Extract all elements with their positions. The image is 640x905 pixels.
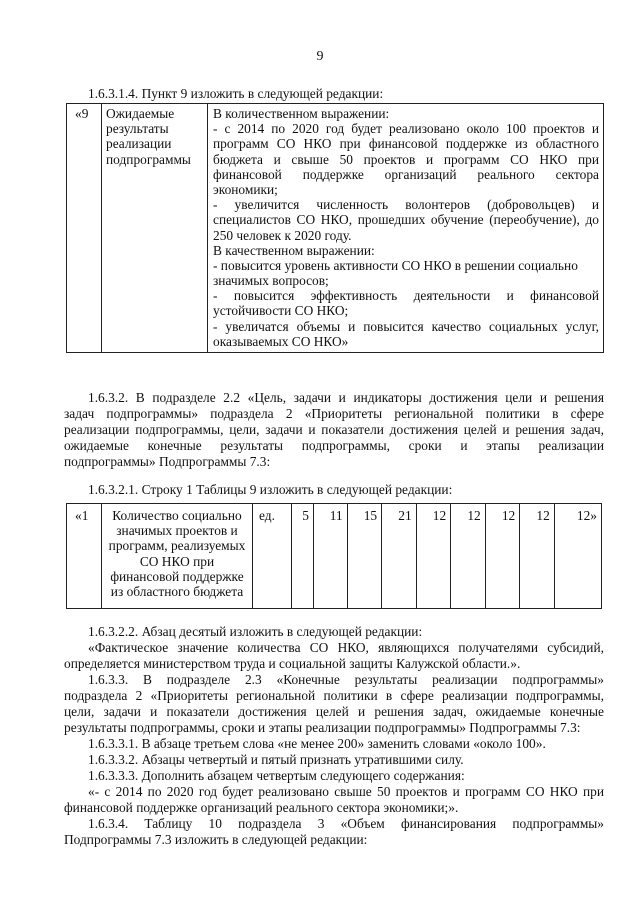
body-line: 1.6.3.3.3. Дополнить абзацем четвертым следующего содержания: — [88, 768, 465, 783]
indicator-value-cell: 12 — [485, 504, 520, 609]
body-line: 1.6.3.3.2. Абзацы четвертый и пятый признать утратившими силу. — [88, 752, 464, 767]
indicator-value-cell: 5 — [292, 504, 314, 609]
results-content-line: - повысится уровень активности СО НКО в решении социально — [213, 257, 578, 273]
indicator-value-cell: 15 — [347, 504, 382, 609]
paragraph-1632-line: подпрограммы» Подпрограммы 7.3: — [64, 454, 271, 469]
indicator-value-cell: 12» — [554, 504, 601, 609]
indicator-value-cell: 12 — [451, 504, 486, 609]
body-line: подраздела 2 «Приоритеты региональной политики в сфере реализации подпрограммы, — [64, 688, 604, 703]
indicator-name-line: СО НКО при — [139, 553, 215, 569]
body-line: результаты подпрограммы, сроки и этапы реализации подпрограммы» Подпрограммы 7.3: — [64, 720, 581, 735]
results-content-line: оказываемых СО НКО» — [213, 333, 349, 349]
results-name-line: Ожидаемые — [106, 106, 175, 121]
paragraph-1632-line: 1.6.3.2. В подразделе 2.2 «Цель, задачи и индикаторы достижения цели и решения — [88, 390, 604, 405]
indicator-name-line: из областного бюджета — [110, 583, 244, 599]
results-content-line: - увеличатся объемы и повысится качество социальных услуг, — [213, 318, 599, 334]
body-line: цели, задачи и показатели достижения целей и решения задач, ожидаемые конечные — [64, 704, 604, 719]
results-content-line: специалистов СО НКО, прошедших обучение (переобучение), до — [213, 212, 599, 228]
results-name-line: результаты — [106, 121, 169, 137]
indicator-name-line: программ, реализуемых — [108, 538, 246, 554]
body-line: 1.6.3.2.2. Абзац десятый изложить в следующей редакции: — [88, 624, 423, 639]
paragraph-1632-line: ожидаемые конечные результаты подпрограммы, сроки и этапы реализации — [64, 438, 604, 453]
indicator-table — [66, 503, 602, 609]
paragraph-1632-line: реализации подпрограммы, цели, задачи и показатели достижения целей и решения задач, — [64, 422, 604, 437]
body-line: «- с 2014 по 2020 год будет реализовано свыше 50 проектов и программ СО НКО при — [88, 784, 604, 799]
results-content-line: бюджета и свыше 50 проектов и программ СО НКО при — [213, 151, 599, 167]
indicator-value-cell: 21 — [382, 504, 417, 609]
paragraph-1632-line: задач подпрограммы» подраздела 2 «Приоритеты региональной политики в сфере — [64, 406, 604, 421]
results-content-line: - с 2014 по 2020 год будет реализовано около 100 проектов и — [213, 121, 599, 137]
results-content-line: В количественном выражении: — [213, 106, 390, 121]
indicator-value-cell: 12 — [416, 504, 451, 609]
results-table — [66, 103, 604, 353]
results-table-number: «9 — [67, 104, 102, 353]
body-line: «Фактическое значение количества СО НКО, являющихся получателями субсидий, — [88, 640, 604, 655]
indicator-name-line: финансовой поддержке — [110, 568, 244, 584]
indicator-name-line: значимых проектов и — [116, 523, 238, 539]
results-content-line: - увеличится численность волонтеров (добровольцев) и — [213, 197, 599, 213]
results-content-line: значимых вопросов; — [213, 273, 329, 289]
page-number: 9 — [316, 49, 324, 64]
intro-1631-4: 1.6.3.1.4. Пункт 9 изложить в следующей редакции: — [88, 86, 384, 101]
results-content-line: финансовой поддержке организаций реального сектора — [213, 166, 599, 182]
results-name-line: подпрограммы — [106, 151, 191, 167]
indicator-value-cell: 12 — [520, 504, 555, 609]
intro-16321: 1.6.3.2.1. Строку 1 Таблицы 9 изложить в следующей редакции: — [88, 482, 453, 497]
results-table-content — [208, 104, 604, 353]
body-line: 1.6.3.3.1. В абзаце третьем слова «не менее 200» заменить словами «около 100». — [88, 736, 546, 751]
results-content-line: В качественном выражении: — [213, 242, 375, 258]
results-table-name — [102, 104, 208, 353]
results-content-line: - повысится эффективность деятельности и финансовой — [213, 288, 599, 304]
indicator-name-line: Количество социально — [112, 508, 242, 523]
results-content-line: экономики; — [213, 181, 278, 197]
indicator-value-cell: 11 — [313, 504, 347, 609]
body-line: финансовой поддержке организаций реального сектора экономики;». — [64, 800, 459, 815]
indicator-name — [102, 504, 253, 609]
indicator-row-number: «1 — [67, 504, 102, 609]
results-content-line: программ СО НКО при финансовой поддержке из областного — [213, 136, 599, 152]
indicator-unit: ед. — [253, 504, 292, 609]
results-content-line: устойчивости СО НКО; — [213, 303, 349, 319]
results-content-line: 250 человек к 2020 году. — [213, 227, 352, 243]
body-line: 1.6.3.3. В подразделе 2.3 «Конечные результаты реализации подпрограммы» — [88, 672, 604, 687]
body-line: определяется министерством труда и социальной защиты Калужской области.». — [64, 656, 521, 671]
results-name-line: реализации — [106, 136, 172, 152]
body-line: 1.6.3.4. Таблицу 10 подраздела 3 «Объем финансирования подпрограммы» — [88, 816, 604, 831]
body-line: Подпрограммы 7.3 изложить в следующей редакции: — [64, 832, 368, 847]
